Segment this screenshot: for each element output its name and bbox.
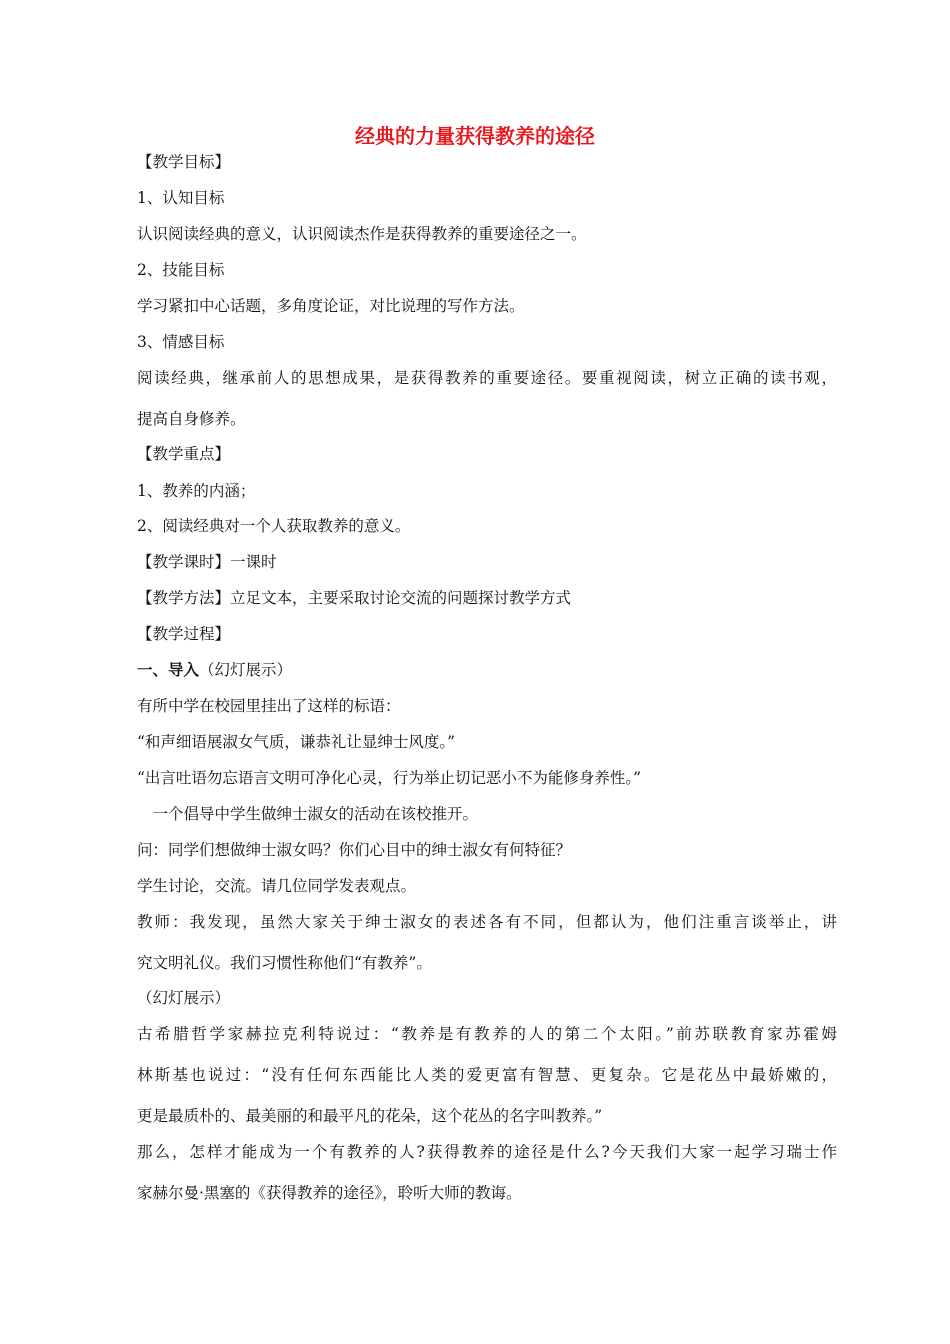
question: 问：同学们想做绅士淑女吗？你们心目中的绅士淑女有何特征？ xyxy=(137,841,572,859)
class-hours: 【教学课时】一课时 xyxy=(137,553,277,571)
heading-key-points: 【教学重点】 xyxy=(137,445,231,463)
goal-3-label: 3、情感目标 xyxy=(137,333,225,351)
goal-1-label: 1、认知目标 xyxy=(137,189,225,207)
quote-paragraph-line3: 更是最质朴的、最美丽的和最平凡的花朵，这个花丛的名字叫教养。” xyxy=(137,1107,603,1125)
quote-paragraph-line1: 古希腊哲学家赫拉克利特说过：“教养是有教养的人的第二个太阳。”前苏联教育家苏霍姆 xyxy=(137,1025,837,1043)
slogan-1: “和声细语展淑女气质，谦恭礼让显绅士风度。” xyxy=(137,733,456,751)
goal-1-text: 认识阅读经典的意义，认识阅读杰作是获得教养的重要途径之一。 xyxy=(137,225,587,243)
teacher-line1: 教师：我发现，虽然大家关于绅士淑女的表述各有不同，但都认为，他们注重言谈举止，讲 xyxy=(137,913,837,931)
key-point-1: 1、教养的内涵； xyxy=(137,482,256,500)
document-title: 经典的力量获得教养的途径 xyxy=(355,124,595,148)
closing-line1: 那么，怎样才能成为一个有教养的人?获得教养的途径是什么?今天我们大家一起学习瑞士作 xyxy=(137,1143,837,1161)
slide-note: （幻灯展示） xyxy=(199,661,293,679)
quote-paragraph-line2: 林斯基也说过：“没有任何东西能比人类的爱更富有智慧、更复杂。它是花丛中最娇嫩的， xyxy=(137,1066,837,1084)
paragraph-line: 学生讨论，交流。请几位同学发表观点。 xyxy=(137,877,417,895)
key-point-2: 2、阅读经典对一个人获取教养的意义。 xyxy=(137,517,411,535)
section-heading: 一、导入 xyxy=(137,661,200,679)
paragraph-line: 一个倡导中学生做绅士淑女的活动在该校推开。 xyxy=(137,805,479,823)
goal-3-text-line1: 阅读经典，继承前人的思想成果，是获得教养的重要途径。要重视阅读，树立正确的读书观， xyxy=(137,369,837,387)
goal-3-text-line2: 提高自身修养。 xyxy=(137,410,246,428)
slide-note-2: （幻灯展示） xyxy=(137,989,231,1007)
heading-teaching-goals: 【教学目标】 xyxy=(137,153,231,171)
heading-teaching-process: 【教学过程】 xyxy=(137,625,231,643)
closing-line2: 家赫尔曼·黑塞的《获得教养的途径》，聆听大师的教诲。 xyxy=(137,1184,522,1202)
goal-2-text: 学习紧扣中心话题，多角度论证，对比说理的写作方法。 xyxy=(137,297,525,315)
teaching-method: 【教学方法】立足文本，主要采取讨论交流的问题探讨教学方式 xyxy=(137,589,572,607)
slogan-2: “出言吐语勿忘语言文明可净化心灵，行为举止切记恶小不为能修身养性。” xyxy=(137,769,642,787)
section-introduction xyxy=(137,660,292,680)
paragraph-line: 有所中学在校园里挂出了这样的标语： xyxy=(137,697,401,715)
goal-2-label: 2、技能目标 xyxy=(137,261,225,279)
teacher-line2: 究文明礼仪。我们习惯性称他们“有教养”。 xyxy=(137,954,432,972)
